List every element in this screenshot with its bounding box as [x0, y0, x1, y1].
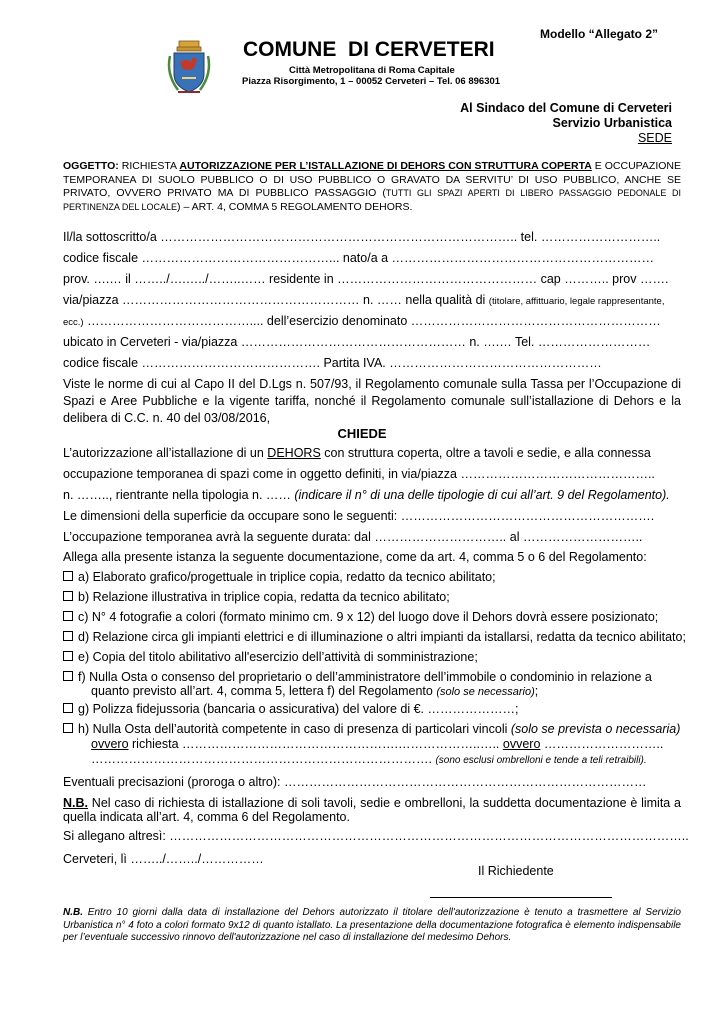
nb-footnote-text: Entro 10 giorni dalla data di installazione del Dehors autorizzato il titolare dell'autorizzazione è tenuto a trasmettere al Servizio Urbanistica n° 4 foto a colori formato 9x12 di quanto istallato. La presentazione della documentazione fotografica è elemento indispensabile per l’eventuale successivo rinnovo dell'autorizzazione nel caso di installazione del medesimo Dehors.: [63, 907, 681, 943]
chiede-line-1c: con struttura coperta, oltre a tavoli e sedie, e alla connessa: [320, 446, 651, 460]
ovvero-2: ovvero: [502, 737, 541, 751]
attachment-item-h-richiesta: richiesta …………………………………………….………………..…..: [128, 737, 503, 751]
page-title: COMUNE DI CERVETERI: [243, 38, 495, 61]
form-line-4a: via/piazza ………………………………………………… n. …… nella qualità di: [63, 293, 489, 307]
chiede-line-3a: n. …….., rientrante nella tipologia n. ……: [63, 488, 295, 502]
attachment-item-c-label: c) N° 4 fotografie a colori (formato minimo cm. 9 x 12) del luogo dove il Dehors dovrà essere posizionato;: [78, 610, 659, 624]
attachment-item-c: [63, 610, 681, 625]
chiede-line-5: L’occupazione temporanea avrà la seguente durata: dal ………………………….. al ………………………..: [63, 530, 643, 544]
checkbox-icon[interactable]: [63, 631, 73, 641]
attachment-item-h: [63, 722, 681, 737]
chiede-line-3: [63, 488, 681, 503]
attachment-item-f-label: f) Nulla Osta o consenso del proprietario o dell’amministratore dell’immobile o condominio in relazione a: [78, 670, 652, 684]
nb-footnote: [63, 907, 681, 945]
attachment-item-h-cont-2: [91, 752, 709, 768]
nb-label: N.B.: [63, 796, 88, 810]
chiede-line-4: Le dimensioni della superficie da occupare sono le seguenti: …………………………………………………….: [63, 509, 655, 523]
form-line-4b: (titolare, affittuario, legale rappresentante,: [488, 296, 665, 307]
attachment-item-b: [63, 590, 681, 605]
oggetto-part-5: ) – ART. 4, COMMA 5 REGOLAMENTO DEHORS.: [177, 200, 413, 213]
attachment-item-g-label: g) Polizza fidejussoria (bancaria o assicurativa) del valore di €. …………………;: [78, 702, 519, 716]
date-line: Cerveteri, lì ……../……../……………: [63, 852, 264, 866]
attachment-item-f-label-2: quanto previsto all’art. 4, comma 5, lettera f) del Regolamento: [91, 684, 437, 698]
attachment-item-d-label: d) Relazione circa gli impianti elettrici e di illuminazione o altri impianti da istallarsi, redatta da tecnico abilitato;: [78, 630, 686, 644]
ovvero-1: ovvero: [91, 737, 129, 751]
municipal-crest-icon: [164, 40, 214, 98]
checkbox-icon[interactable]: [63, 651, 73, 661]
attachment-item-e: [63, 650, 681, 665]
form-line-2: codice fiscale ………………………………………... nato/a a ………………………………………………………: [63, 251, 655, 265]
checkbox-icon[interactable]: [63, 611, 73, 621]
attachment-item-f-note: (solo se necessario): [436, 686, 535, 698]
checkbox-icon[interactable]: [63, 723, 73, 733]
form-line-6: ubicato in Cerveteri - via/piazza ……………………………………………… n. ….… Tel. ………………………: [63, 335, 651, 349]
oggetto-label: OGGETTO:: [63, 160, 119, 172]
attachment-item-b-label: b) Relazione illustrativa in triplice copia, redatta da tecnico abilitato;: [78, 590, 450, 604]
attachment-item-h-exclusion: (sono esclusi ombrelloni e tende a teli retraibili).: [435, 755, 647, 766]
chiede-line-6: Allega alla presente istanza la seguente documentazione, come da art. 4, comma 5 o 6 del Regolamento:: [63, 550, 647, 564]
checkbox-icon[interactable]: [63, 571, 73, 581]
attachment-item-d: [63, 630, 686, 645]
form-line-7: codice fiscale ……………………………………. Partita IVA. ……………………………………………: [63, 356, 602, 370]
form-line-1: Il/la sottoscritto/a ………………………………………………………………………….. tel. ………………………..: [63, 230, 661, 244]
form-line-5b: ………………………………….... dell’esercizio denominato ……………………………………………………: [83, 314, 661, 328]
chiede-line-1a: L’autorizzazione all’istallazione di un: [63, 446, 268, 460]
chiede-line-2: occupazione temporanea di spazi come in oggetto definiti, in via/piazza ………………………………………..: [63, 467, 655, 481]
recipient-line-1: Al Sindaco del Comune di Cerveteri: [460, 101, 672, 115]
attachment-item-h-dots-2: ……………………………………………………………………….: [91, 752, 436, 766]
chiede-dehors: DEHORS: [267, 446, 321, 460]
attachment-item-f: [63, 670, 681, 685]
eventuali-line: Eventuali precisazioni (proroga o altro): ……………………………………………………………………………: [63, 775, 647, 789]
oggetto-part-4: TUTTI GLI SPAZI APERTI DI LIBERO PASSAGGIO PEDONALE DI PERTINENZA DEL LOCALE: [63, 188, 681, 212]
recipient-line-2: Servizio Urbanistica: [552, 116, 672, 130]
checkbox-icon[interactable]: [63, 671, 73, 681]
chiede-heading: CHIEDE: [337, 426, 387, 441]
header-subtitle: Città Metropolitana di Roma Capitale: [289, 65, 455, 76]
allegano-line: Si allegano altresì: ……………………………………………………………………………………………………………..: [63, 829, 689, 843]
checkbox-icon[interactable]: [63, 591, 73, 601]
attachment-item-h-label: h) Nulla Osta dell’autorità competente in caso di presenza di particolari vincoli: [78, 722, 511, 736]
form-line-5a: ecc.): [63, 317, 84, 328]
form-line-5: [63, 314, 681, 330]
nb-text: Nel caso di richiesta di istallazione di soli tavoli, sedie e ombrelloni, la suddetta documentazione è limita a quella indicata all’art. 4, comma 6 del Regolamento.: [63, 796, 681, 824]
form-line-3: prov. ….… il ……../….…../……..…… residente in ………………………………………… cap ……….. prov …….: [63, 272, 669, 286]
attachment-item-a-label: a) Elaborato grafico/progettuale in triplice copia, redatto da tecnico abilitato;: [78, 570, 496, 584]
attachment-item-h-cont: [91, 737, 709, 752]
oggetto-part-2: AUTORIZZAZIONE PER L’ISTALLAZIONE DI DEHORS CON STRUTTURA COPERTA: [179, 160, 592, 172]
attachment-item-f-end: ;: [534, 684, 539, 698]
recipient-line-3: SEDE: [637, 131, 672, 145]
signature-line[interactable]: [430, 897, 612, 898]
viste-paragraph: Viste le norme di cui al Capo II del D.Lgs n. 507/93, il Regolamento comunale sulla Tassa per l’Occupazione di Spazi e Aree Pubbliche e la vigente tariffa, nonché il Regolamento comunale sull’istallazione di Dehors e la delibera di C.C. n. 40 del 03/08/2016,: [63, 377, 681, 425]
attachment-item-f-cont: [91, 684, 709, 700]
oggetto-part-1: RICHIESTA: [118, 160, 180, 172]
oggetto-part-3: E OCCUPAZIONE TEMPORANEA DI SUOLO PUBBLICO O DI USO PUBBLICO O GRAVATO DA SERVITU’ DI USO PUBBLICO, ANCHE SE PRIVATO, OVVERO PRIVATO MA DI PUBBLICO PASSAGGIO (: [63, 160, 681, 199]
oggetto-block: [63, 160, 681, 214]
attachment-item-a: [63, 570, 681, 585]
nb-paragraph: [63, 796, 681, 824]
richiedente-label: Il Richiedente: [478, 864, 554, 878]
attachment-item-h-note: (solo se prevista o necessaria): [510, 722, 681, 736]
nb-footnote-label: N.B.: [63, 907, 83, 918]
chiede-line-3b: (indicare il n° di una delle tipologie di cui all’art. 9 del Regolamento).: [294, 488, 670, 502]
form-line-4: [63, 293, 681, 309]
checkbox-icon[interactable]: [63, 703, 73, 713]
attachment-item-h-dots: ………………………..: [540, 737, 664, 751]
model-label: Modello “Allegato 2”: [540, 27, 659, 41]
attachment-item-g: [63, 702, 681, 717]
chiede-line-1: [63, 446, 681, 461]
attachment-item-e-label: e) Copia del titolo abilitativo all'esercizio dell’attività di somministrazione;: [78, 650, 478, 664]
header-address: Piazza Risorgimento, 1 – 00052 Cerveteri – Tel. 06 896301: [242, 76, 501, 87]
